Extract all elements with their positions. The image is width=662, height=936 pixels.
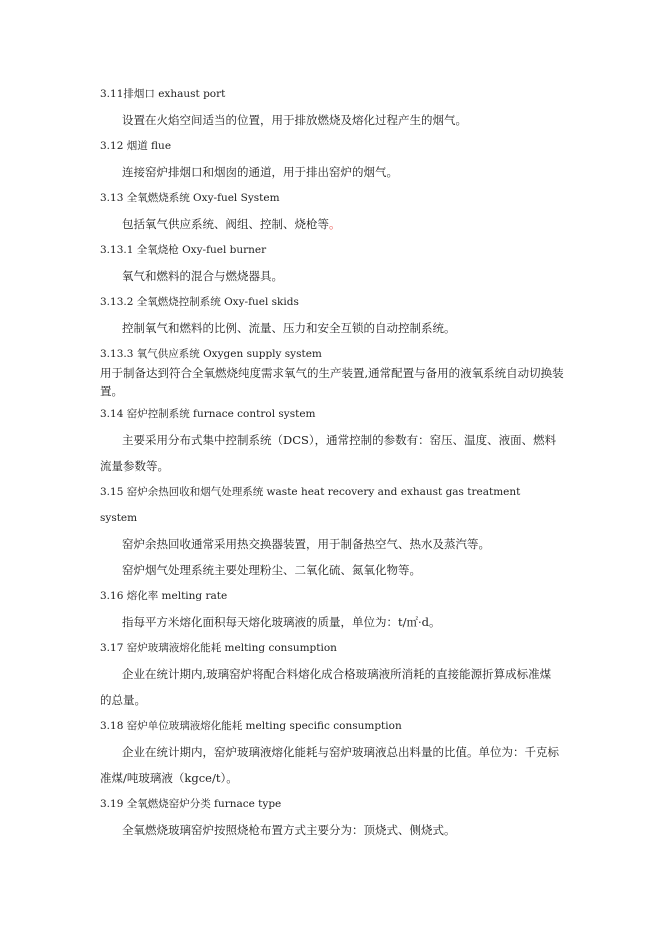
- definition-3-17-line2: 的总量。: [100, 693, 146, 707]
- definition-3-15-a: 窑炉余热回收通常采用热交换器装置，用于制备热空气、热水及蒸汽等。: [122, 537, 490, 551]
- term-3-12: 3.12 烟道 flue: [100, 140, 172, 152]
- term-3-11: 3.11排烟口 exhaust port: [100, 88, 226, 100]
- term-3-13-1: 3.13.1 全氧烧枪 Oxy-fuel burner: [100, 244, 267, 256]
- definition-3-11: 设置在火焰空间适当的位置，用于排放燃烧及熔化过程产生的烟气。: [122, 113, 467, 127]
- revision-mark: 。: [329, 217, 341, 231]
- term-3-15: 3.15 窑炉余热回收和烟气处理系统 waste heat recovery and exhaust gas treatment: [100, 486, 521, 498]
- definition-3-12: 连接窑炉排烟口和烟囱的通道，用于排出窑炉的烟气。: [122, 165, 398, 179]
- definition-3-13-2: 控制氧气和燃料的比例、流量、压力和安全互锁的自动控制系统。: [122, 321, 456, 335]
- definition-3-15-b: 窑炉烟气处理系统主要处理粉尘、二氧化硫、氮氧化物等。: [122, 563, 421, 577]
- term-3-15-line2: system: [100, 512, 138, 524]
- definition-3-19: 全氧燃烧玻璃窑炉按照烧枪布置方式主要分为：顶烧式、侧烧式。: [122, 823, 456, 837]
- definition-3-16: 指每平方米熔化面积每天熔化玻璃液的质量，单位为：t/㎡·d。: [122, 615, 441, 629]
- definition-3-14-line1: 主要采用分布式集中控制系统（DCS），通常控制的参数有：窑压、温度、液面、燃料: [122, 433, 557, 447]
- term-3-13-2: 3.13.2 全氧燃烧控制系统 Oxy-fuel skids: [100, 296, 299, 308]
- definition-3-13-3: 用于制备达到符合全氧燃烧纯度需求氧气的生产装置,通常配置与备用的液氧系统自动切换装置。: [100, 366, 564, 398]
- term-3-17: 3.17 窑炉玻璃液熔化能耗 melting consumption: [100, 642, 337, 654]
- definition-3-13-1: 氧气和燃料的混合与燃烧器具。: [122, 269, 283, 283]
- term-3-19: 3.19 全氧燃烧窑炉分类 furnace type: [100, 798, 282, 810]
- definition-3-18-line2: 准煤/吨玻璃液（kgce/t）。: [100, 771, 238, 785]
- definition-3-13: [122, 216, 341, 232]
- term-3-14: 3.14 窑炉控制系统 furnace control system: [100, 408, 316, 420]
- definition-3-13-text: 包括氧气供应系统、阀组、控制、烧枪等: [122, 217, 329, 231]
- definition-3-18-line1: 企业在统计期内，窑炉玻璃液熔化能耗与窑炉玻璃液总出料量的比值。单位为：千克标: [122, 745, 559, 759]
- term-3-13: 3.13 全氧燃烧系统 Oxy-fuel System: [100, 192, 280, 204]
- term-3-16: 3.16 熔化率 melting rate: [100, 590, 228, 602]
- term-3-18: 3.18 窑炉单位玻璃液熔化能耗 melting specific consumption: [100, 720, 402, 732]
- definition-3-17-line1: 企业在统计期内,玻璃窑炉将配合料熔化成合格玻璃液所消耗的直接能源折算成标准煤: [122, 667, 552, 681]
- term-3-13-3: 3.13.3 氧气供应系统 Oxygen supply system: [100, 348, 322, 360]
- definition-3-14-line2: 流量参数等。: [100, 459, 169, 473]
